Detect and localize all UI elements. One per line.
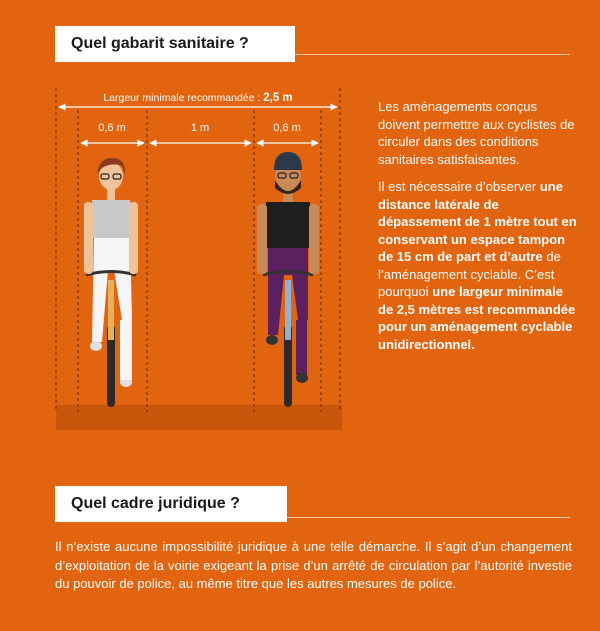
juridique-paragraph: Il n’existe aucune impossibilité juridique à une telle démarche. Il s’agit d’un changement d’exploitation de la voirie exigeant la prise d’un arrêté de circulation par l’autorité investie du pouvoir de police, au même titre que les autres mesures de police.: [55, 539, 572, 591]
ground-strip: [56, 405, 342, 430]
section-title-gabarit: Quel gabarit sanitaire ?: [55, 26, 295, 62]
total-width-label: Largeur minimale recommandée : 2,5 m: [103, 92, 293, 104]
cyclist-man-illustration: [257, 152, 319, 407]
width-diagram: [50, 80, 350, 430]
section-title-juridique: Quel cadre juridique ?: [55, 486, 287, 522]
gabarit-paragraph-1: Les aménagements conçus doivent permettre aux cyclistes de circuler dans des conditions sanitaires satisfaisantes.: [378, 99, 575, 167]
gabarit-paragraph-2: Il est nécessaire d’observer une distance latérale de dépassement de 1 mètre tout en conservant un espace tampon de 15 cm de part et d’autre de l’aménagement cyclable. C’est pourquoi une largeur minimale de 2,5 mètres est recommandée pour un aménagement cyclable unidirectionnel.: [378, 179, 577, 352]
left-lane-label: 0,6 m: [98, 122, 126, 134]
right-lane-label: 0,6 m: [273, 122, 301, 134]
middle-label: 1 m: [190, 122, 210, 134]
gabarit-description: [378, 98, 578, 363]
title-divider-2: [287, 517, 570, 518]
title-divider-1: [295, 54, 570, 55]
cyclist-woman-illustration: [84, 158, 138, 407]
